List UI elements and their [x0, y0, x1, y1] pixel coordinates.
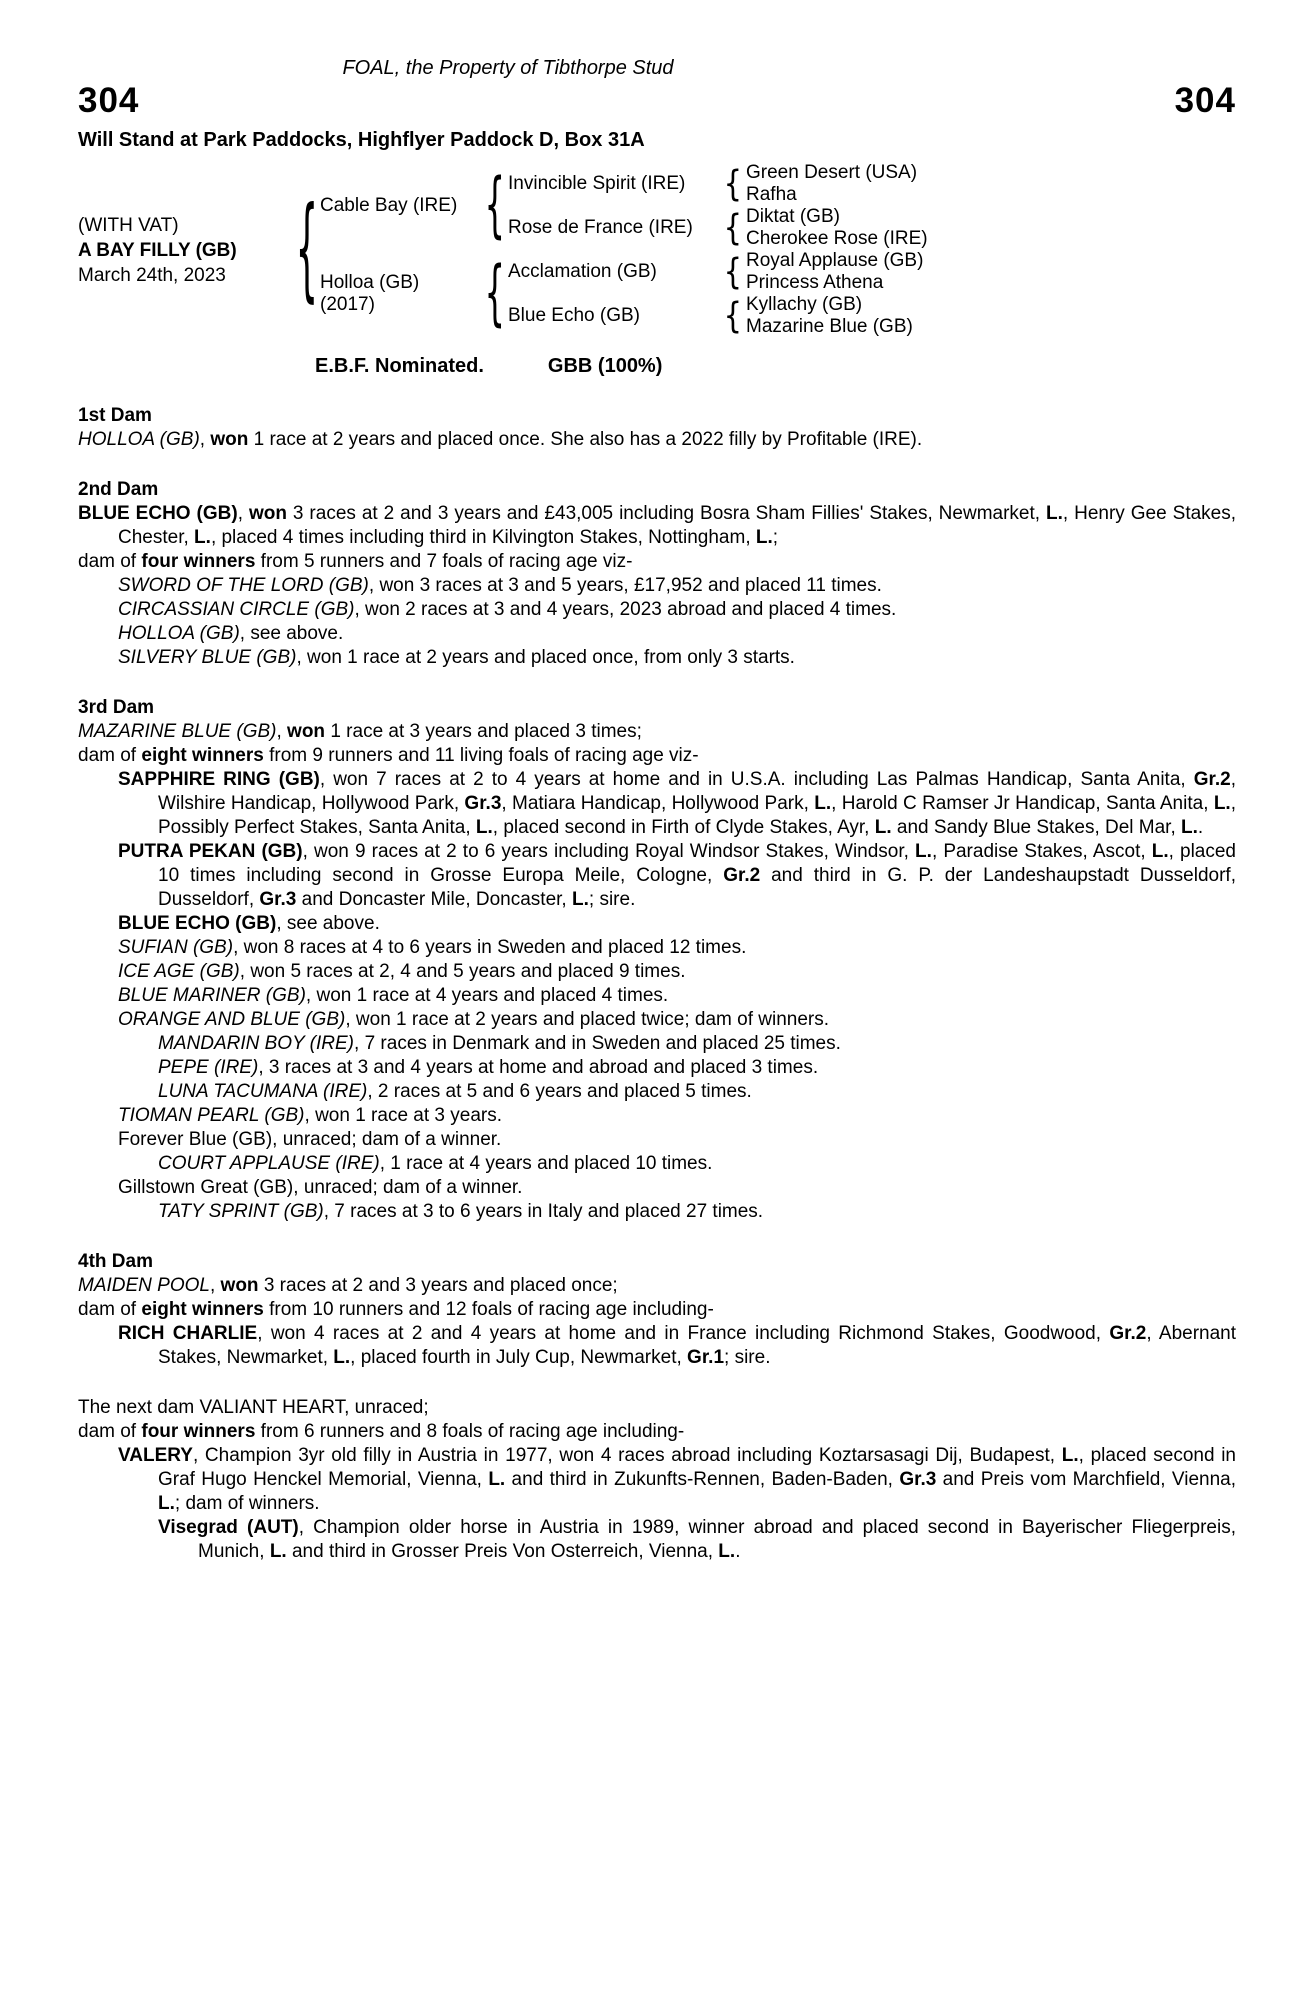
pedigree-brace-icon: [482, 282, 508, 306]
sub-progeny-entry: MANDARIN BOY (IRE), 7 races in Denmark and in Sweden and placed 25 times.: [158, 1033, 841, 1054]
progeny-entry: BLUE ECHO (GB), see above.: [118, 913, 380, 934]
granddam-branch: [508, 294, 923, 338]
sire-name: Cable Bay (IRE): [320, 195, 458, 216]
dam-name: Holloa (GB): [320, 272, 420, 293]
progeny-entry: SUFIAN (GB), won 8 races at 4 to 6 years in Sweden and placed 12 times.: [118, 937, 747, 958]
section-heading: 2nd Dam: [78, 479, 159, 500]
nominations-line: [315, 354, 1236, 378]
gbb-label: GBB (100%): [547, 355, 663, 377]
granddam-name: Rose de France (IRE): [508, 217, 693, 238]
lot-number-row: [78, 82, 1236, 120]
section-1st-dam: [78, 404, 1236, 452]
progeny-entry: RICH CHARLIE, won 4 races at 2 and 4 years at home and in France including Richmond Stakes, Goodwood, Gr.2, Abernant Stakes, Newmarket, L., placed fourth in July Cup, Newmarket, Gr.1; sire.: [118, 1323, 1237, 1368]
great-grandsire-name: Diktat (GB): [746, 206, 840, 227]
progeny-note: dam of four winners from 5 runners and 7 foals of racing age viz-: [78, 551, 633, 572]
section-heading: 3rd Dam: [78, 697, 155, 718]
dam-branch: [320, 250, 928, 338]
progeny-entry: SILVERY BLUE (GB), won 1 race at 2 years and placed once, from only 3 starts.: [118, 647, 795, 668]
pedigree-brace-icon: [720, 172, 746, 196]
pedigree-brace-icon: [294, 238, 320, 262]
dam-cell: [320, 272, 482, 316]
granddam-branch: [508, 206, 928, 250]
dam-summary: The next dam VALIANT HEART, unraced;: [78, 1397, 429, 1418]
progeny-entry: SWORD OF THE LORD (GB), won 3 races at 3 and 5 years, £17,952 and placed 11 times.: [118, 575, 882, 596]
dam-summary: BLUE ECHO (GB), won 3 races at 2 and 3 years and £43,005 including Bosra Sham Fillies' Stakes, Newmarket, L., Henry Gee Stakes, Chester, L., placed 4 times including third in Kilvington Stakes, Nottingham, L.;: [78, 503, 1237, 548]
great-grandsire-name: Royal Applause (GB): [746, 250, 924, 271]
stand-location-line: Will Stand at Park Paddocks, Highflyer Paddock D, Box 31A: [78, 129, 645, 151]
pedigree-table: [78, 162, 1236, 338]
section-heading: 4th Dam: [78, 1251, 153, 1272]
sire-branch: [320, 162, 928, 250]
great-grandsire-name: Kyllachy (GB): [746, 294, 863, 315]
progeny-entry: TIOMAN PEARL (GB), won 1 race at 3 years.: [118, 1105, 503, 1126]
section-3rd-dam: [78, 696, 1236, 1224]
section-2nd-dam: [78, 478, 1236, 670]
lot-number-left: 304: [78, 81, 140, 120]
granddam-name: Blue Echo (GB): [508, 305, 640, 326]
progeny-entry: HOLLOA (GB), see above.: [118, 623, 344, 644]
progeny-note: dam of eight winners from 10 runners and 12 foals of racing age including-: [78, 1299, 714, 1320]
dam-summary: MAZARINE BLUE (GB), won 1 race at 3 years and placed 3 times;: [78, 721, 642, 742]
dam-summary: MAIDEN POOL, won 3 races at 2 and 3 years and placed once;: [78, 1275, 618, 1296]
progeny-entry: VALERY, Champion 3yr old filly in Austria in 1977, won 4 races abroad including Koztarsasagi Dij, Budapest, L., placed second in Graf Hugo Henckel Memorial, Vienna, L. and third in Zukunfts-Rennen, Baden-Baden, Gr.3 and Preis vom Marchfield, Vienna, L.; dam of winners.: [118, 1445, 1237, 1514]
section-heading: 1st Dam: [78, 405, 152, 426]
section-next-dam: [78, 1396, 1236, 1564]
progeny-note: dam of eight winners from 9 runners and 11 living foals of racing age viz-: [78, 745, 699, 766]
grandsire-name: Acclamation (GB): [508, 261, 657, 282]
property-line: FOAL, the Property of Tibthorpe Stud: [342, 57, 674, 79]
grandsire-branch: [508, 250, 923, 294]
progeny-entry: CIRCASSIAN CIRCLE (GB), won 2 races at 3 and 4 years, 2023 abroad and placed 4 times.: [118, 599, 897, 620]
pedigree-brace-icon: [482, 194, 508, 218]
progeny-entry: Gillstown Great (GB), unraced; dam of a winner.: [118, 1177, 523, 1198]
great-granddam-name: Princess Athena: [746, 272, 884, 293]
great-granddam-name: Mazarine Blue (GB): [746, 316, 913, 337]
foal-details: [78, 213, 294, 288]
progeny-entry: ICE AGE (GB), won 5 races at 2, 4 and 5 years and placed 9 times.: [118, 961, 686, 982]
great-grandsire-name: Green Desert (USA): [746, 162, 918, 183]
great-granddam-name: Rafha: [746, 184, 797, 205]
sub-progeny-entry: LUNA TACUMANA (IRE), 2 races at 5 and 6 years and placed 5 times.: [158, 1081, 752, 1102]
progeny-entry: BLUE MARINER (GB), won 1 race at 4 years and placed 4 times.: [118, 985, 669, 1006]
sub-progeny-entry: Visegrad (AUT), Champion older horse in Austria in 1989, winner abroad and placed second in Bayerischer Fliegerpreis, Munich, L. and third in Grosser Preis Von Osterreich, Vienna, L..: [158, 1517, 1236, 1562]
section-4th-dam: [78, 1250, 1236, 1370]
progeny-entry: ORANGE AND BLUE (GB), won 1 race at 2 years and placed twice; dam of winners.: [118, 1009, 830, 1030]
pedigree-brace-icon: [720, 216, 746, 240]
pedigree-brace-icon: [720, 304, 746, 328]
grandsire-name: Invincible Spirit (IRE): [508, 173, 686, 194]
progeny-entry: PUTRA PEKAN (GB), won 9 races at 2 to 6 years including Royal Windsor Stakes, Windsor, L., Paradise Stakes, Ascot, L., placed 10 times including second in Grosse Europa Meile, Cologne, Gr.2 and third in G. P. der Landeshaupstadt Dusseldorf, Dusseldorf, Gr.3 and Doncaster Mile, Doncaster, L.; sire.: [118, 841, 1236, 910]
progeny-entry: SAPPHIRE RING (GB), won 7 races at 2 to 4 years at home and in U.S.A. including Las Palmas Handicap, Santa Anita, Gr.2, Wilshire Handicap, Hollywood Park, Gr.3, Matiara Handicap, Hollywood Park, L., Harold C Ramser Jr Handicap, Santa Anita, L., Possibly Perfect Stakes, Santa Anita, L., placed second in Firth of Clyde Stakes, Ayr, L. and Sandy Blue Stakes, Del Mar, L..: [118, 769, 1236, 838]
lot-number-right: 304: [1174, 81, 1236, 120]
ebf-nominated-label: E.B.F. Nominated.: [315, 355, 484, 377]
sub-progeny-entry: TATY SPRINT (GB), 7 races at 3 to 6 years in Italy and placed 27 times.: [158, 1201, 764, 1222]
dam-year: (2017): [320, 294, 375, 315]
great-granddam-name: Cherokee Rose (IRE): [746, 228, 928, 249]
progeny-note: dam of four winners from 6 runners and 8 foals of racing age including-: [78, 1421, 685, 1442]
dam-summary: HOLLOA (GB), won 1 race at 2 years and placed once. She also has a 2022 filly by Profitable (IRE).: [78, 429, 923, 450]
progeny-entry: Forever Blue (GB), unraced; dam of a winner.: [118, 1129, 502, 1150]
pedigree-brace-icon: [720, 260, 746, 284]
sub-progeny-entry: COURT APPLAUSE (IRE), 1 race at 4 years and placed 10 times.: [158, 1153, 713, 1174]
foal-description: A BAY FILLY (GB): [78, 239, 237, 261]
sub-progeny-entry: PEPE (IRE), 3 races at 3 and 4 years at home and abroad and placed 3 times.: [158, 1057, 819, 1078]
foal-dob: March 24th, 2023: [78, 264, 226, 286]
grandsire-branch: [508, 162, 928, 206]
vat-note: (WITH VAT): [78, 214, 179, 236]
